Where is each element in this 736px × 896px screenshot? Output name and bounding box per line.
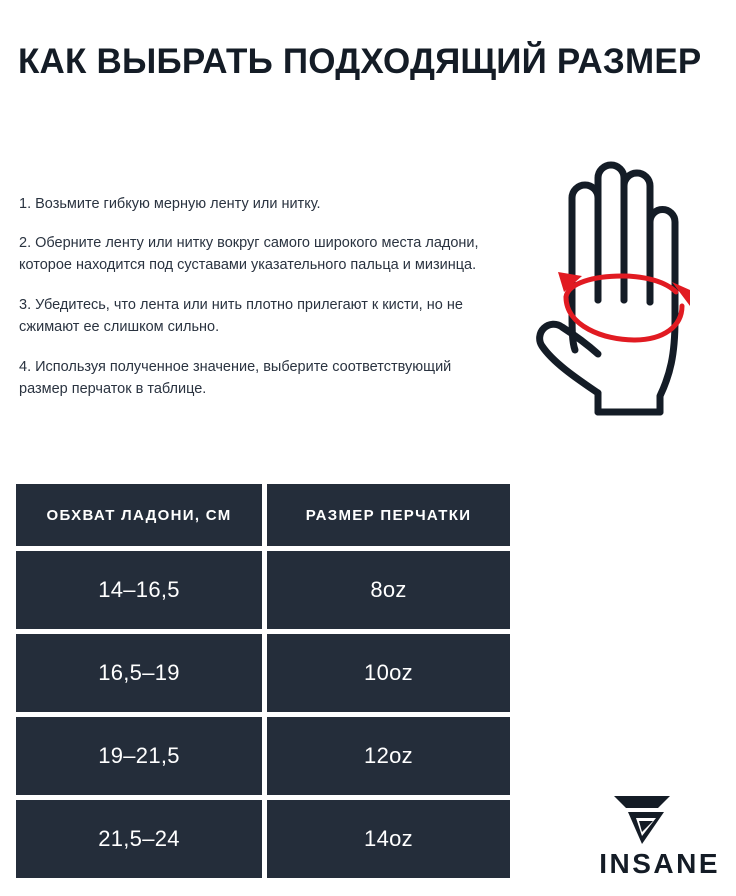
brand-logo [560,784,720,880]
insane-mark-icon [612,794,672,846]
instruction-step: 2. Оберните ленту или нитку вокруг самого широкого места ладони, которое находится под суставами указательного пальца и мизинца. [19,234,479,274]
glove-size-cell: 12oz [267,717,510,795]
instruction-step: 1. Возьмите гибкую мерную ленту или нитку. [19,195,321,212]
hand-measure-diagram [494,150,724,425]
glove-size-cell: 10oz [267,634,510,712]
instruction-list [19,178,489,401]
logo-wordmark: INSANE [599,848,720,879]
palm-circumference-cell: 14–16,5 [16,551,262,629]
palm-circumference-cell: 16,5–19 [16,634,262,712]
page-title: КАК ВЫБРАТЬ ПОДХОДЯЩИЙ РАЗМЕР [18,42,702,82]
table-header-cell: РАЗМЕР ПЕРЧАТКИ [267,484,510,546]
glove-size-cell: 8oz [267,551,510,629]
instruction-step: 4. Используя полученное значение, выберите соответствующий размер перчаток в таблице. [19,358,452,398]
table-row [16,551,510,629]
palm-circumference-cell: 19–21,5 [16,717,262,795]
size-table [16,484,510,883]
glove-size-cell: 14oz [267,800,510,878]
table-header-cell: ОБХВАТ ЛАДОНИ, СМ [16,484,262,546]
table-header-row [16,484,510,546]
palm-circumference-cell: 21,5–24 [16,800,262,878]
table-row [16,800,510,878]
instruction-step: 3. Убедитесь, что лента или нить плотно прилегают к кисти, но не сжимают ее слишком сильно. [19,296,463,336]
table-row [16,717,510,795]
table-row [16,634,510,712]
